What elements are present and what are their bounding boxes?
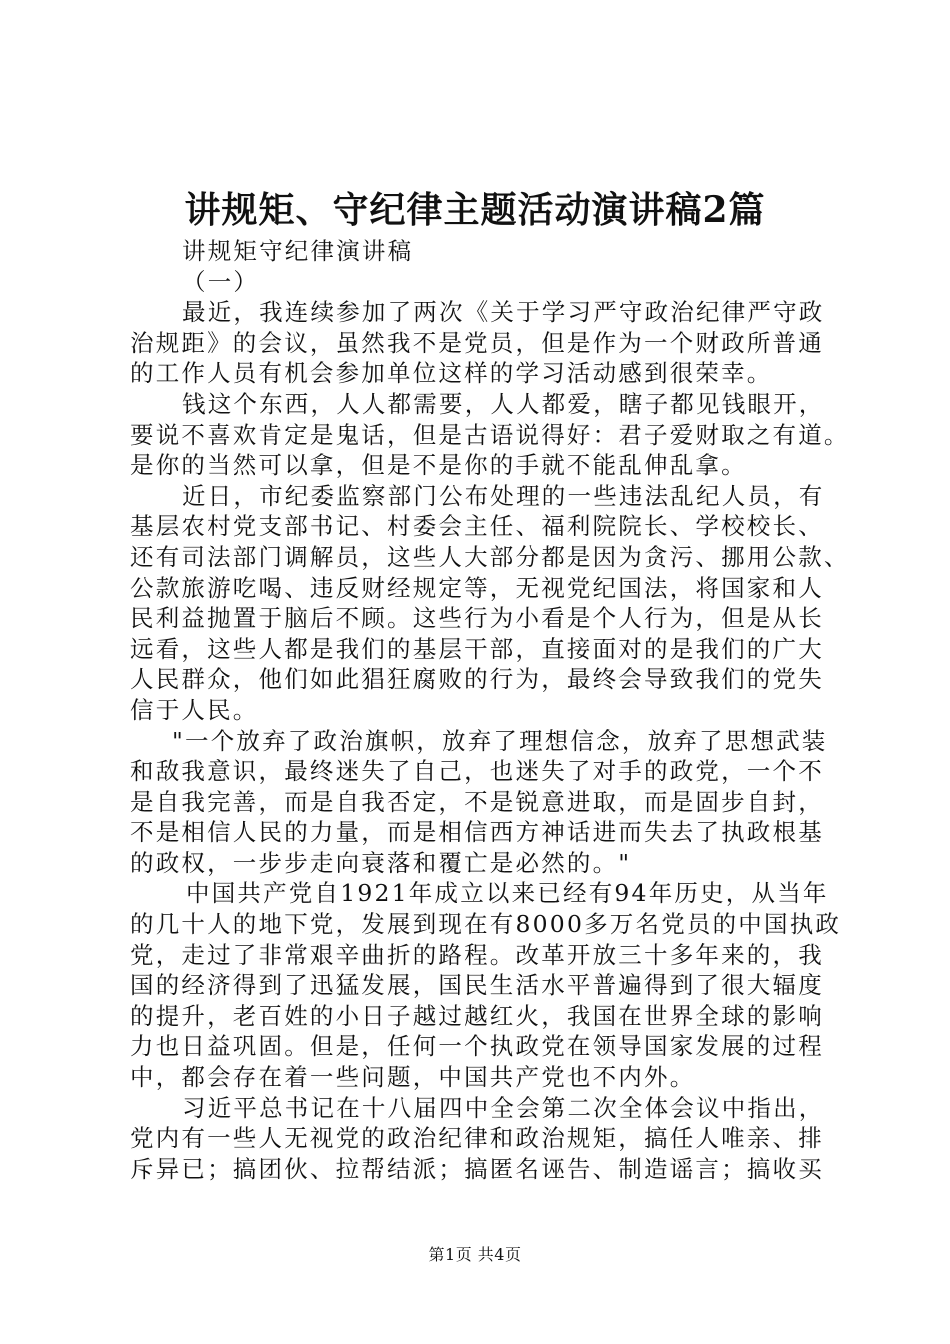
paragraph-line: 斥异已；搞团伙、拉帮结派；搞匿名诬告、制造谣言；搞收买	[130, 1154, 824, 1183]
paragraph-line: 的几十人的地下党，发展到现在有8000多万名党员的中国执政	[130, 910, 842, 939]
page-footer: 第1页 共4页	[428, 1245, 522, 1264]
paragraph-line: 习近平总书记在十八届四中全会第二次全体会议中指出，	[182, 1093, 825, 1122]
paragraph-line: 民利益抛置于脑后不顾。这些行为小看是个人行为，但是从长	[130, 604, 824, 633]
paragraph-line: 信于人民。	[130, 695, 259, 724]
paragraph-line: 还有司法部门调解员，这些人大部分都是因为贪污、挪用公款、	[130, 542, 850, 571]
paragraph-line: 钱这个东西，人人都需要，人人都爱，瞎子都见钱眼开，	[182, 389, 825, 418]
section-number-line: （一）	[182, 267, 260, 296]
document-title: 讲规矩、守纪律主题活动演讲稿2篇	[184, 189, 766, 231]
paragraph-line: 中国共产党自1921年成立以来已经有94年历史，从当年	[186, 879, 829, 908]
paragraph-line: 公款旅游吃喝、违反财经规定等，无视党纪国法，将国家和人	[130, 573, 824, 602]
paragraph-line: 最近，我连续参加了两次《关于学习严守政治纪律严守政	[182, 298, 825, 327]
document-body	[130, 236, 850, 1184]
paragraph-line: 党，走过了非常艰辛曲折的路程。改革开放三十多年来的，我	[130, 940, 824, 969]
paragraph-line: 基层农村党支部书记、村委会主任、福利院院长、学校校长、	[130, 512, 824, 541]
quote-line: 和敌我意识，最终迷失了自己，也迷失了对手的政党，一个不	[130, 757, 824, 786]
paragraph-line: 是你的当然可以拿，但是不是你的手就不能乱伸乱拿。	[130, 451, 747, 480]
subtitle-line: 讲规矩守纪律演讲稿	[182, 237, 414, 265]
paragraph-line: 近日，市纪委监察部门公布处理的一些违法乱纪人员，有	[182, 481, 825, 510]
paragraph-line: 国的经济得到了迅猛发展，国民生活水平普遍得到了很大辐度	[130, 971, 824, 1000]
paragraph-line: 党内有一些人无视党的政治纪律和政治规矩，搞任人唯亲、排	[130, 1124, 824, 1153]
quote-line: 不是相信人民的力量，而是相信西方神话进而失去了执政根基	[130, 818, 824, 847]
paragraph-line: 的提升，老百姓的小日子越过越红火，我国在世界全球的影响	[130, 1001, 824, 1030]
quote-line: 的政权，一步步走向衰落和覆亡是必然的。"	[130, 848, 632, 877]
quote-line: "一个放弃了政治旗帜，放弃了理想信念，放弃了思想武装	[172, 726, 828, 755]
paragraph-line: 的工作人员有机会参加单位这样的学习活动感到很荣幸。	[130, 359, 773, 388]
paragraph-line: 人民群众，他们如此猖狂腐败的行为，最终会导致我们的党失	[130, 665, 824, 694]
paragraph-line: 力也日益巩固。但是，任何一个执政党在领导国家发展的过程	[130, 1032, 824, 1061]
paragraph-line: 要说不喜欢肯定是鬼话，但是古语说得好：君子爱财取之有道。	[130, 420, 850, 449]
quote-line: 是自我完善，而是自我否定，不是锐意进取，而是固步自封，	[130, 787, 824, 816]
paragraph-line: 中，都会存在着一些问题，中国共产党也不内外。	[130, 1063, 696, 1092]
paragraph-line: 治规距》的会议，虽然我不是党员，但是作为一个财政所普通	[130, 328, 824, 357]
paragraph-line: 远看，这些人都是我们的基层干部，直接面对的是我们的广大	[130, 634, 824, 663]
